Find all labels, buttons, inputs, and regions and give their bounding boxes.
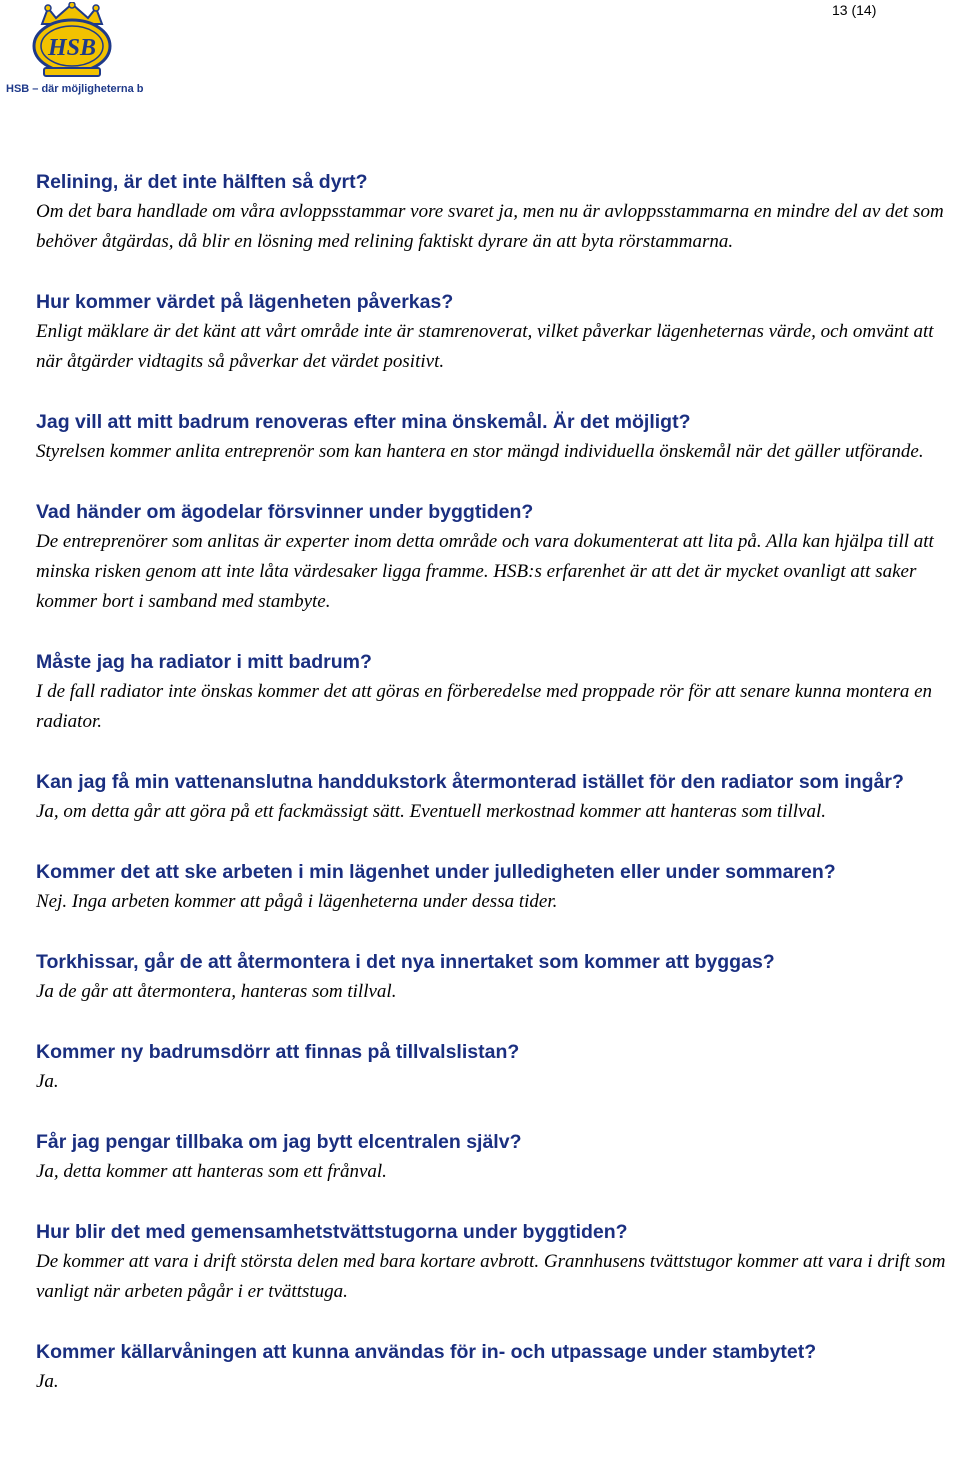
faq-item (36, 1037, 958, 1097)
faq-answer: Ja, detta kommer att hanteras som ett frånval. (36, 1161, 387, 1182)
faq-answer: Styrelsen kommer anlita entreprenör som kan hantera en stor mängd individuella önskemål när det gäller utförande. (36, 441, 924, 462)
faq-answer: Om det bara handlade om våra avloppsstammar vore svaret ja, men nu är avloppsstammarna en mindre del av det som behöver åtgärdas, då blir en lösning med relining faktiskt dyrare än att byta rörstammarna. (36, 201, 944, 252)
hsb-crown-emblem-icon (4, 2, 144, 96)
faq-answer: De kommer att vara i drift största delen med bara kortare avbrott. Grannhusens tvättstugor kommer att vara i drift som vanligt när arbeten pågår i er tvättstuga. (36, 1251, 946, 1302)
faq-item (36, 497, 958, 617)
faq-question: Får jag pengar tillbaka om jag bytt elcentralen själv? (36, 1131, 522, 1153)
faq-question: Vad händer om ägodelar försvinner under byggtiden? (36, 501, 534, 523)
faq-item (36, 947, 958, 1007)
faq-item (36, 647, 958, 737)
faq-question: Kommer källarvåningen att kunna användas för in- och utpassage under stambytet? (36, 1341, 817, 1363)
faq-question: Jag vill att mitt badrum renoveras efter mina önskemål. Är det möjligt? (36, 411, 691, 433)
logo-wordmark: HSB (47, 35, 97, 61)
page-number: 13 (14) (832, 2, 877, 18)
faq-answer: Enligt mäklare är det känt att vårt område inte är stamrenoverat, vilket påverkar lägenheternas värde, och omvänt att när åtgärder vidtagits så påverkar det värdet positivt. (36, 321, 934, 372)
faq-item (36, 1337, 958, 1397)
faq-question: Kommer det att ske arbeten i min lägenhet under julledigheten eller under sommaren? (36, 861, 836, 883)
faq-answer: I de fall radiator inte önskas kommer det att göras en förberedelse med proppade rör för att senare kunna montera en radiator. (36, 681, 933, 732)
faq-answer: Ja. (36, 1371, 59, 1392)
faq-answer: Ja de går att återmontera, hanteras som tillval. (36, 981, 397, 1002)
faq-answer: De entreprenörer som anlitas är experter inom detta område och vara dokumenterat att lita på. Alla kan hjälpa till att minska risken genom att inte låta värdesaker ligga framme. HSB:s erfarenhet är att det är mycket ovanligt att saker kommer bort i samband med stambyte. (36, 531, 934, 612)
faq-question: Måste jag ha radiator i mitt badrum? (36, 651, 372, 673)
faq-question: Kommer ny badrumsdörr att finnas på tillvalslistan? (36, 1041, 520, 1063)
faq-item (36, 767, 958, 827)
faq-question: Kan jag få min vattenanslutna handdukstork återmonterad istället för den radiator som ingår? (36, 771, 904, 793)
faq-item (36, 287, 958, 377)
faq-item (36, 1217, 958, 1307)
logo-tagline: HSB – där möjligheterna bor (6, 83, 144, 95)
faq-item (36, 1127, 958, 1187)
faq-item (36, 857, 958, 917)
hsb-logo (4, 2, 144, 96)
faq-item (36, 167, 958, 257)
faq-answer: Ja, om detta går att göra på ett fackmässigt sätt. Eventuell merkostnad kommer att hanteras som tillval. (36, 801, 826, 822)
faq-answer: Nej. Inga arbeten kommer att pågå i lägenheterna under dessa tider. (36, 891, 558, 912)
faq-question: Torkhissar, går de att återmontera i det nya innertaket som kommer att byggas? (36, 951, 775, 973)
faq-item (36, 407, 958, 467)
faq-question: Relining, är det inte hälften så dyrt? (36, 171, 368, 193)
faq-question: Hur blir det med gemensamhetstvättstugorna under byggtiden? (36, 1221, 628, 1243)
faq-question: Hur kommer värdet på lägenheten påverkas? (36, 291, 454, 313)
faq-content (36, 167, 958, 1419)
faq-answer: Ja. (36, 1071, 59, 1092)
